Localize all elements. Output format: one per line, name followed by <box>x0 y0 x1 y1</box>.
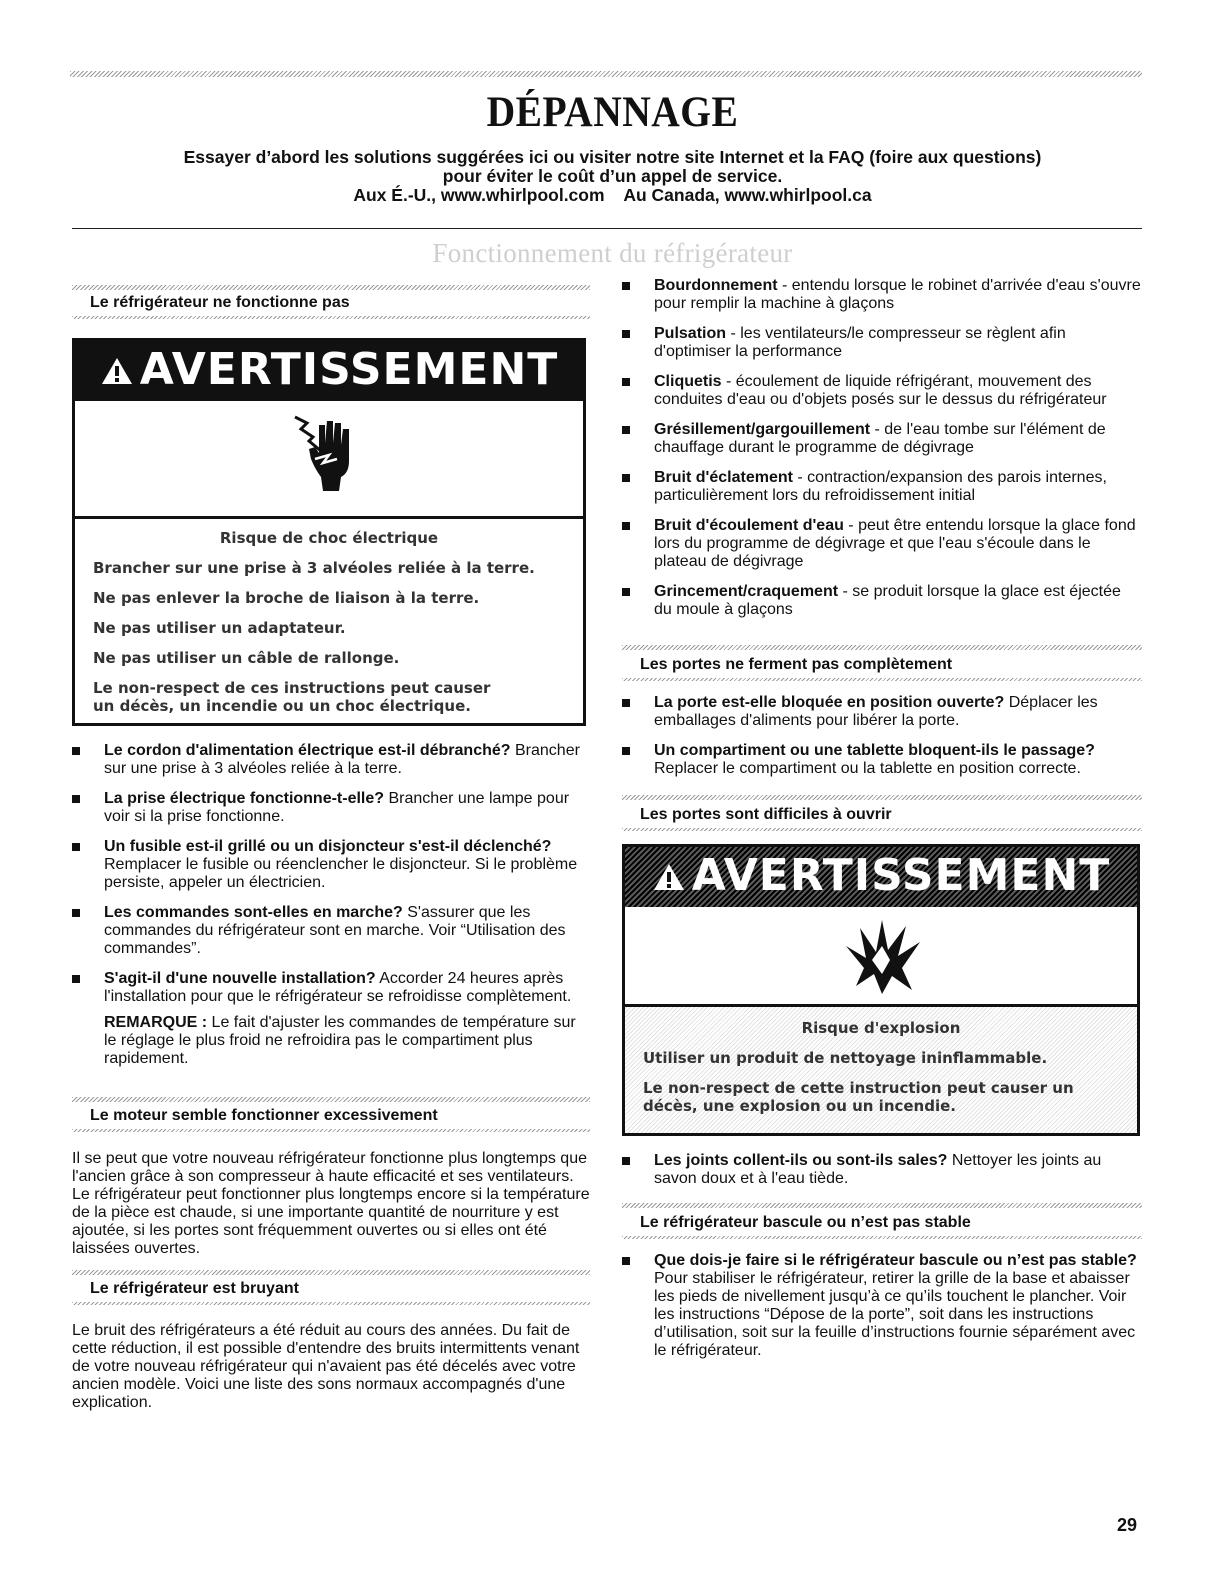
warning-line: Risque d'explosion <box>801 1019 961 1037</box>
list-item <box>622 1252 1142 1360</box>
sound-name: Bourdonnement <box>654 277 778 294</box>
list-item <box>72 790 590 826</box>
list-item <box>622 373 1142 409</box>
item-question: Le cordon d'alimentation électrique est-il débranché? <box>104 742 511 759</box>
warning-text <box>625 1007 1137 1135</box>
item-question: Un fusible est-il grillé ou un disjoncteur s'est-il déclenché? <box>104 838 552 855</box>
bullet-icon <box>622 588 630 596</box>
subsection-rule <box>622 645 1142 650</box>
item-question: Que dois-je faire si le réfrigérateur bascule ou n’est pas stable? <box>654 1252 1137 1269</box>
stability-checklist <box>622 1252 1142 1372</box>
subsection-rule <box>72 285 590 290</box>
subsection-heading: Le réfrigérateur ne fonctionne pas <box>90 294 350 311</box>
list-item <box>622 421 1142 457</box>
bullet-icon <box>72 795 80 803</box>
warning-triangle-icon <box>652 849 686 907</box>
doors-checklist <box>622 694 1142 790</box>
warning-triangle-icon <box>100 343 134 401</box>
bullet-icon <box>622 747 630 755</box>
sound-name: Grésillement/gargouillement <box>654 421 871 438</box>
bullet-icon <box>622 282 630 290</box>
subsection-rule <box>622 1236 1142 1239</box>
warning-header <box>625 847 1137 907</box>
electric-shock-icon <box>75 401 583 519</box>
bullet-icon <box>72 747 80 755</box>
item-answer: Déplacer les emballages d'aliments pour libérer la porte. <box>654 694 1098 729</box>
item-question: La porte est-elle bloquée en position ouverte? <box>654 694 1005 711</box>
list-item <box>622 277 1142 313</box>
intro-line-2: pour éviter le coût d’un appel de service. <box>442 166 783 186</box>
paragraph-noise: Le bruit des réfrigérateurs a été réduit au cours des années. Du fait de cette réduction, il est possible d'entendre des bruits intermittents venant de votre nouveau réfrigérateur qui n'avaient pas été décelés avec votre ancien modèle. Voici une liste des sons normaux accompagnés d'une explication. <box>72 1322 580 1411</box>
subsection-heading: Le moteur semble fonctionner excessivement <box>90 1107 438 1124</box>
list-item <box>622 469 1142 505</box>
intro-line-3: Aux É.-U., www.whirlpool.com Au Canada, www.whirlpool.ca <box>353 185 872 205</box>
item-answer: Nettoyer les joints au savon doux et à l'eau tiède. <box>654 1152 1102 1187</box>
subsection-rule <box>72 1097 590 1102</box>
list-item <box>72 970 590 1068</box>
warning-line: Brancher sur une prise à 3 alvéoles reliée à la terre. <box>93 559 535 577</box>
list-item <box>72 742 590 778</box>
note <box>104 1014 590 1068</box>
warning-header <box>75 341 583 401</box>
sound-desc: - les ventilateurs/le compresseur se règlent afin d'optimiser la performance <box>654 325 1066 360</box>
subsection-rule <box>72 1302 590 1305</box>
item-answer: Replacer le compartiment ou la tablette en position correcte. <box>654 760 1081 777</box>
item-question: S'agit-il d'une nouvelle installation? <box>104 970 376 987</box>
header-divider <box>72 228 1142 229</box>
list-item <box>622 325 1142 361</box>
warning-title: AVERTISSEMENT <box>691 850 1111 901</box>
subsection-rule <box>72 316 590 319</box>
sound-desc: - entendu lorsque le robinet d'arrivée d'eau s'ouvre pour remplir la machine à glaçons <box>654 277 1141 312</box>
warning-line: Ne pas utiliser un adaptateur. <box>93 619 346 637</box>
sound-desc: - se produit lorsque la glace est éjectée du moule à glaçons <box>654 583 1121 618</box>
subsection-rule <box>622 795 1142 800</box>
bullet-icon <box>622 474 630 482</box>
sound-name: Bruit d'écoulement d'eau <box>654 517 844 534</box>
bullet-icon <box>622 1257 630 1265</box>
page-number: 29 <box>1117 1515 1138 1535</box>
list-item <box>72 838 590 892</box>
warning-line: Ne pas enlever la broche de liaison à la terre. <box>93 589 480 607</box>
page-title: DÉPANNAGE <box>486 89 739 136</box>
item-answer: Pour stabiliser le réfrigérateur, retirer la grille de la base et abaisser les pieds de nivellement jusqu’à ce qu’ils touchent le plancher. Voir les instructions “Dépose de la porte”, soit dans les instructions d’utilisation, soit sur la feuille d’instructions fournie séparément avec le réfrigérateur. <box>654 1270 1136 1359</box>
warning-line: Le non-respect de cette instruction peut causer un décès, une explosion ou un incendie. <box>643 1079 1074 1115</box>
list-item <box>72 904 590 958</box>
subsection-rule <box>622 828 1142 831</box>
warning-line: Ne pas utiliser un câble de rallonge. <box>93 649 400 667</box>
subsection-rule <box>622 1203 1142 1208</box>
note-label: REMARQUE : <box>104 1014 208 1031</box>
bullet-icon <box>622 426 630 434</box>
warning-line: Risque de choc électrique <box>219 529 439 547</box>
bullet-icon <box>622 330 630 338</box>
sound-desc: - de l'eau tombe sur l'élément de chauffage durant le programme de dégivrage <box>654 421 1106 456</box>
item-answer: Remplacer le fusible ou réenclencher le disjoncteur. Si le problème persiste, appeler un électricien. <box>104 856 578 891</box>
note-text: Le fait d'ajuster les commandes de température sur le réglage le plus froid ne refroidira pas le compartiment plus rapidement. <box>104 1014 576 1067</box>
item-question: Un compartiment ou une tablette bloquent-ils le passage? <box>654 742 1095 759</box>
bullet-icon <box>622 378 630 386</box>
sound-name: Bruit d'éclatement <box>654 469 793 486</box>
subsection-rule <box>72 1129 590 1132</box>
sound-desc: - écoulement de liquide réfrigérant, mouvement des conduites d'eau ou d'objets posés sur le dessus du réfrigérateur <box>654 373 1107 408</box>
item-answer: Brancher une lampe pour voir si la prise fonctionne. <box>104 790 570 825</box>
item-question: La prise électrique fonctionne-t-elle? <box>104 790 385 807</box>
sound-name: Cliquetis <box>654 373 722 390</box>
list-item <box>622 583 1142 619</box>
sound-desc: - contraction/expansion des parois internes, particulièrement lors du refroidissement initial <box>654 469 1107 504</box>
list-item <box>622 742 1142 778</box>
list-item <box>622 1152 1142 1188</box>
sound-desc: - peut être entendu lorsque la glace fond lors du programme de dégivrage et que l'eau s'écoule dans le plateau de dégivrage <box>654 517 1136 570</box>
subsection-heading: Le réfrigérateur bascule ou n’est pas stable <box>640 1214 971 1231</box>
bullet-icon <box>622 1157 630 1165</box>
top-rule <box>70 71 1142 77</box>
bullet-icon <box>72 843 80 851</box>
intro-text <box>120 148 1105 205</box>
warning-line: Utiliser un produit de nettoyage ininflammable. <box>643 1049 1048 1067</box>
subsection-rule <box>622 678 1142 681</box>
warning-title: AVERTISSEMENT <box>139 344 559 395</box>
subsection-heading: Les portes sont difficiles à ouvrir <box>640 806 892 823</box>
paragraph-motor: Il se peut que votre nouveau réfrigérateur fonctionne plus longtemps que l'ancien grâce à son compresseur à haute efficacité et ses ventilateurs. Le réfrigérateur peut fonctionner plus longtemps encore si la température de la pièce est chaude, si une importante quantité de nourriture y est ajoutée, si les portes sont fréquemment ouvertes ou si elles ont été laissées ouvertes. <box>72 1150 590 1257</box>
list-item <box>622 694 1142 730</box>
explosion-icon <box>625 907 1137 1007</box>
list-item <box>622 517 1142 571</box>
warning-box-explosion <box>622 844 1140 1136</box>
subsection-rule <box>72 1270 590 1275</box>
subsection-heading: Le réfrigérateur est bruyant <box>90 1280 299 1297</box>
warning-box-shock <box>72 338 586 726</box>
seals-checklist <box>622 1152 1142 1200</box>
bullet-icon <box>622 699 630 707</box>
bullet-icon <box>72 909 80 917</box>
item-question: Les commandes sont-elles en marche? <box>104 904 403 921</box>
item-answer: S'assurer que les commandes du réfrigérateur sont en marche. Voir “Utilisation des commandes”. <box>104 904 566 957</box>
section-title: Fonctionnement du réfrigérateur <box>432 238 793 268</box>
bullet-icon <box>622 522 630 530</box>
sound-name: Grincement/craquement <box>654 583 839 600</box>
warning-text <box>75 519 583 735</box>
subsection-heading: Les portes ne ferment pas complètement <box>640 656 953 673</box>
item-answer: Brancher sur une prise à 3 alvéoles reliée à la terre. <box>104 742 580 777</box>
sound-name: Pulsation <box>654 325 727 342</box>
sound-list <box>622 277 1142 631</box>
bullet-icon <box>72 975 80 983</box>
item-answer: Accorder 24 heures après l'installation pour que le réfrigérateur se refroidisse complètement. <box>104 970 572 1005</box>
item-question: Les joints collent-ils ou sont-ils sales? <box>654 1152 948 1169</box>
checklist-no-run <box>72 742 590 1080</box>
warning-line: Le non-respect de ces instructions peut causer un décès, un incendie ou un choc électrique. <box>93 679 491 715</box>
intro-line-1: Essayer d’abord les solutions suggérées ici ou visiter notre site Internet et la FAQ (foire aux questions) <box>183 147 1042 167</box>
